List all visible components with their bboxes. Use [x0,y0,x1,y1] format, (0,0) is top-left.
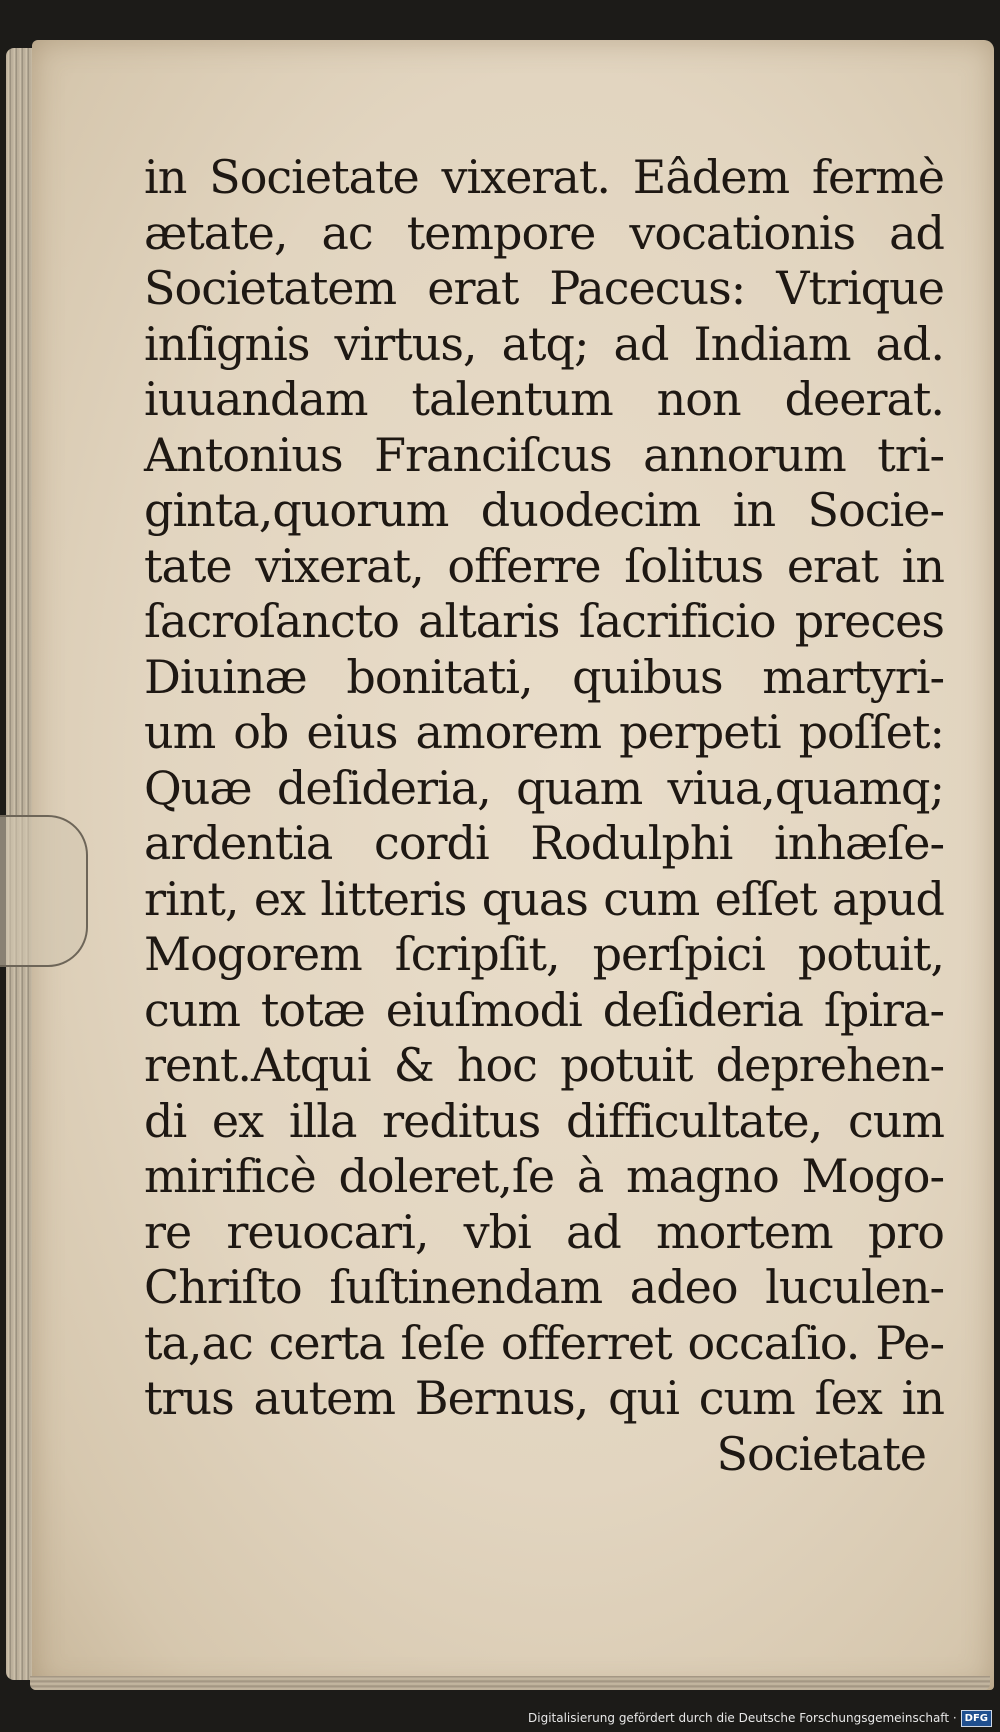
funding-credit: Digitalisierung gefördert durch die Deutsche Forschungsgemeinschaft · [528,1711,957,1725]
text-line: Quæ deſideria, quam viua,quamq; [144,760,944,815]
text-line: cum totæ eiuſmodi deſideria ſpira- [144,982,944,1037]
text-line: rent.Atqui & hoc potuit deprehen- [144,1038,944,1092]
text-line: Mogorem ſcripſit, perſpici potuit, [144,927,944,981]
dfg-logo-icon: DFG [961,1710,992,1727]
digitization-footer [528,1708,992,1728]
text-line: rint, ex litteris quas cum eſſet apud [144,871,944,926]
text-line: ſacroſancto altaris ſacrificio preces [144,594,944,648]
text-line: trus autem Bernus, qui cum ſex in [144,1371,944,1425]
text-line: ardentia cordi Rodulphi inhæſe- [144,816,944,870]
text-line: di ex illa reditus difficultate, cum [144,1093,944,1148]
text-line: re reuocari, vbi ad mortem pro [144,1204,944,1259]
page-tab-marker [0,815,88,967]
text-line: Antonius Franciſcus annorum tri- [144,427,944,482]
text-line: tate vixerat, offerre ſolitus erat in [144,538,944,593]
text-line: Societatem erat Pacecus: Vtrique [144,261,944,315]
text-line: in Societate vixerat. Eâdem fermè [144,150,944,204]
page-bottom-edges [30,1676,990,1690]
text-line: ætate, ac tempore vocationis ad [144,205,944,260]
page-text [144,150,944,1482]
text-line: ginta,quorum duodecim in Socie- [144,483,944,537]
text-line: mirificè doleret,ſe à magno Mogo- [144,1149,944,1203]
text-line: Diuinæ bonitati, quibus martyri- [144,649,944,704]
text-line: ta,ac certa ſeſe offerret occaſio. Pe- [144,1315,944,1370]
text-line: inſignis virtus, atq; ad Indiam ad. [144,316,944,371]
text-line: Chriſto ſuſtinendam adeo luculen- [144,1260,944,1314]
text-line: iuuandam talentum non deerat. [144,372,944,426]
text-line: um ob eius amorem perpeti poſſet: [144,705,944,759]
catchword: Societate [716,1426,926,1481]
